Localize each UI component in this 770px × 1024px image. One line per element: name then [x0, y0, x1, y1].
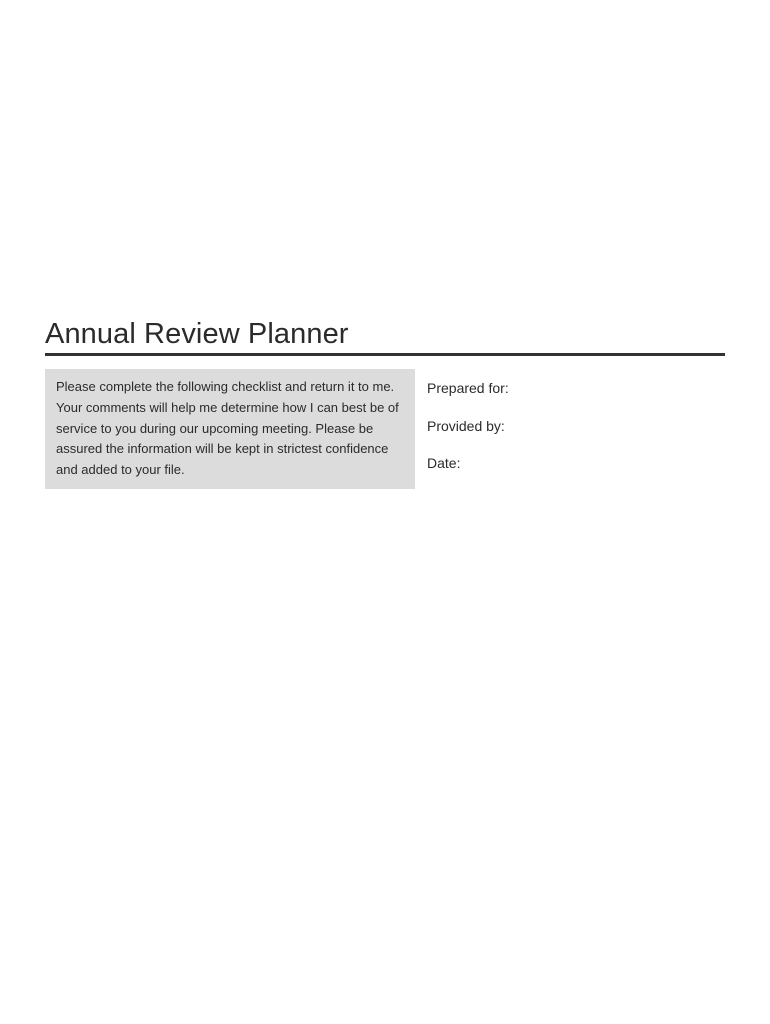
intro-box	[45, 369, 415, 489]
title-divider	[45, 353, 725, 356]
intro-text: Please complete the following checklist and return it to me. Your comments will help me determine how I can best be of service to you during our upcoming meeting. Please be assured the information will be kept in strictest confidence and added to your file.	[56, 379, 399, 478]
header-fields	[427, 377, 509, 490]
prepared-for-label: Prepared for:	[427, 380, 509, 396]
page-title: Annual Review Planner	[45, 318, 349, 350]
provided-by-label: Provided by:	[427, 417, 505, 434]
date-label: Date:	[427, 455, 461, 471]
title-block	[45, 316, 725, 356]
